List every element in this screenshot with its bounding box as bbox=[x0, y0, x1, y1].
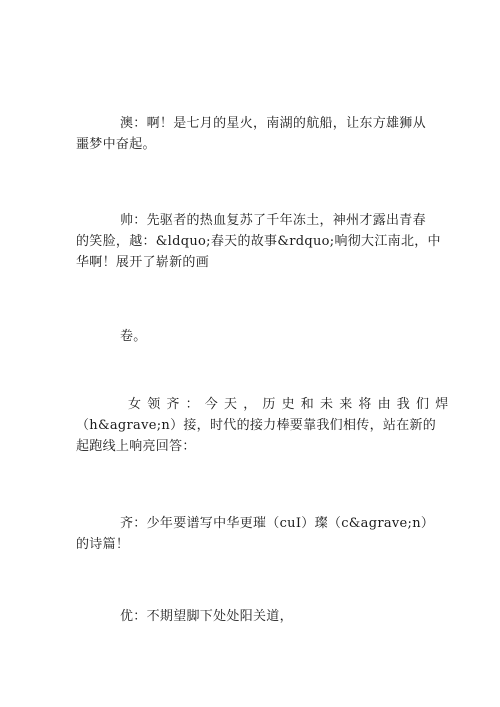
text-line: 卷。 bbox=[120, 329, 147, 344]
paragraph-juan bbox=[76, 326, 426, 347]
text-line: 优：不期望脚下处处阳关道， bbox=[120, 609, 293, 624]
text-line: 帅：先驱者的热血复苏了千年冻土，神州才露出青春 bbox=[120, 213, 426, 228]
text-line: 起跑线上响亮回答： bbox=[76, 439, 196, 454]
text-line: 女领齐：今天，历史和未来将由我们焊 bbox=[128, 397, 455, 412]
paragraph-qi bbox=[76, 513, 435, 555]
text-line: 噩梦中奋起。 bbox=[76, 137, 156, 152]
text-line: 华啊！展开了崭新的画 bbox=[76, 255, 210, 270]
text-line: 澳：啊！是七月的星火，南湖的航船，让东方雄狮从 bbox=[120, 116, 426, 131]
paragraph-ao bbox=[76, 113, 426, 155]
paragraph-you bbox=[76, 606, 426, 627]
text-line: 的笑脸，越：&ldquo;春天的故事&rdquo;响彻大江南北，中 bbox=[76, 234, 441, 249]
text-line: （h&agrave;n）接，时代的接力棒要靠我们相传，站在新的 bbox=[76, 418, 437, 433]
paragraph-nv-ling-qi bbox=[76, 394, 455, 457]
text-line: 齐：少年要谱写中华更璀（cuⅠ）璨（c&agrave;n） bbox=[120, 516, 435, 531]
text-line: 的诗篇！ bbox=[76, 537, 130, 552]
paragraph-shuai bbox=[76, 210, 441, 273]
